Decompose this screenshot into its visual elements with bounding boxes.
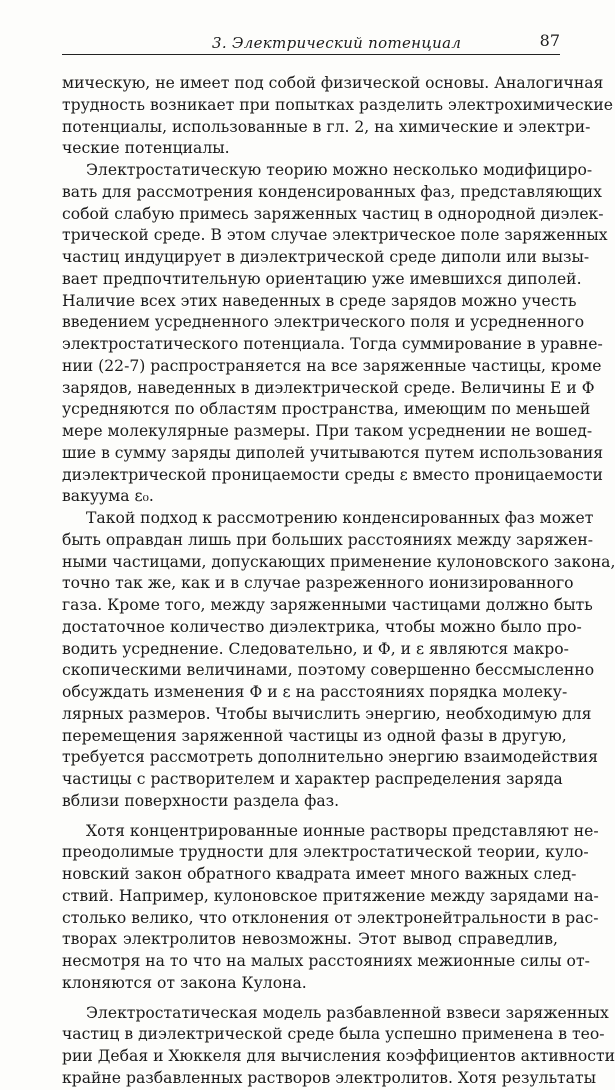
text-line: трической среде. В этом случае электрическое поле заряженных: [62, 226, 608, 245]
running-head: [62, 26, 560, 55]
text-line: Наличие всех этих наведенных в среде зарядов можно учесть: [62, 291, 577, 310]
text-line: введением усредненного электрического поля и усредненного: [62, 313, 585, 332]
text-line: крайне разбавленных растворов электролитов. Хотя результаты: [62, 1068, 597, 1087]
text-line: вблизи поверхности раздела фаз.: [62, 791, 340, 810]
text-line: рии Дебая и Хюккеля для вычисления коэффициентов активности: [62, 1047, 615, 1065]
text-line: творах электролитов невозможны. Этот вывод справедлив,: [62, 930, 558, 949]
text-line: трудность возникает при попытках разделить электрохимические: [62, 95, 613, 114]
page-number: 87: [539, 31, 560, 50]
paragraph: [62, 73, 613, 160]
body-text: [62, 73, 615, 1090]
text-line: диэлектрической проницаемости среды ε вместо проницаемости: [62, 465, 603, 484]
text-line: Такой подход к рассмотрению конденсированных фаз может: [86, 509, 594, 527]
text-line: обсуждать изменения Φ и ε на расстояниях порядка молеку-: [62, 683, 568, 701]
text-line: столько велико, что отклонения от электронейтральности в рас-: [62, 908, 599, 927]
text-line: несмотря на то что на малых расстояниях межионные силы от-: [62, 952, 590, 970]
text-line: потенциалы, использованные в гл. 2, на химические и электри-: [62, 117, 591, 136]
text-line: Электростатическая модель разбавленной взвеси заряженных: [86, 1003, 609, 1022]
text-line: скопическими величинами, поэтому совершенно бессмысленно: [62, 661, 595, 680]
text-line: электростатического потенциала. Тогда суммирование в уравне-: [62, 335, 603, 353]
text-line: перемещения заряженной частицы из одной фазы в другую,: [62, 726, 567, 745]
text-line: водить усреднение. Следовательно, и Φ, и ε являются макро-: [62, 639, 569, 658]
text-line: клоняются от закона Кулона.: [62, 973, 307, 992]
paragraph: [62, 508, 615, 813]
text-line: быть оправдан лишь при больших расстояниях между заряжен-: [62, 530, 594, 549]
paragraph: [62, 160, 608, 508]
text-line: вакуума ε₀.: [62, 487, 154, 506]
text-line: частицы с растворителем и характер распределения заряда: [62, 770, 563, 788]
text-line: мическую, не имеет под собой физической основы. Аналогичная: [62, 74, 604, 92]
text-line: частиц индуцирует в диэлектрической среде диполи или вызы-: [62, 248, 590, 266]
text-line: частиц в диэлектрической среде была успешно применена в тео-: [62, 1025, 605, 1044]
paragraph: [62, 821, 599, 995]
text-line: шие в сумму заряды диполей учитываются путем использования: [62, 443, 604, 462]
text-line: Хотя концентрированные ионные растворы представляют не-: [86, 821, 599, 840]
text-line: преодолимые трудности для электростатической теории, куло-: [62, 843, 589, 862]
text-line: зарядов, наведенных в диэлектрической среде. Величины E и Φ: [62, 378, 595, 397]
text-line: вать для рассмотрения конденсированных фаз, представляющих: [62, 182, 602, 201]
text-line: мере молекулярные размеры. При таком усреднении не вошед-: [62, 422, 593, 440]
paragraph: [62, 1003, 615, 1090]
text-line: вает предпочтительную ориентацию уже имевшихся диполей.: [62, 269, 582, 288]
text-line: газа. Кроме того, между заряженными частицами должно быть: [62, 596, 593, 614]
text-line: нии (22-7) распространяется на все заряженные частицы, кроме: [62, 356, 602, 375]
text-line: ствий. Например, кулоновское притяжение между зарядами на-: [62, 886, 599, 905]
text-line: требуется рассмотреть дополнительно энергию взаимодействия: [62, 748, 598, 767]
text-line: ческие потенциалы.: [62, 139, 230, 158]
text-line: новский закон обратного квадрата имеет много важных след-: [62, 865, 577, 883]
text-line: достаточное количество диэлектрика, чтобы можно было про-: [62, 617, 582, 636]
text-line: усредняются по областям пространства, имеющим по меньшей: [62, 400, 591, 419]
text-line: лярных размеров. Чтобы вычислить энергию, необходимую для: [62, 704, 592, 723]
text-line: собой слабую примесь заряженных частиц в однородной диэлек-: [62, 204, 604, 223]
text-line: точно так же, как и в случае разреженного ионизированного: [62, 574, 574, 593]
chapter-title: 3. Электрический потенциал: [212, 34, 462, 52]
text-line: Электростатическую теорию можно несколько модифициро-: [86, 161, 593, 179]
text-line: ными частицами, допускающих применение кулоновского закона,: [62, 552, 615, 571]
